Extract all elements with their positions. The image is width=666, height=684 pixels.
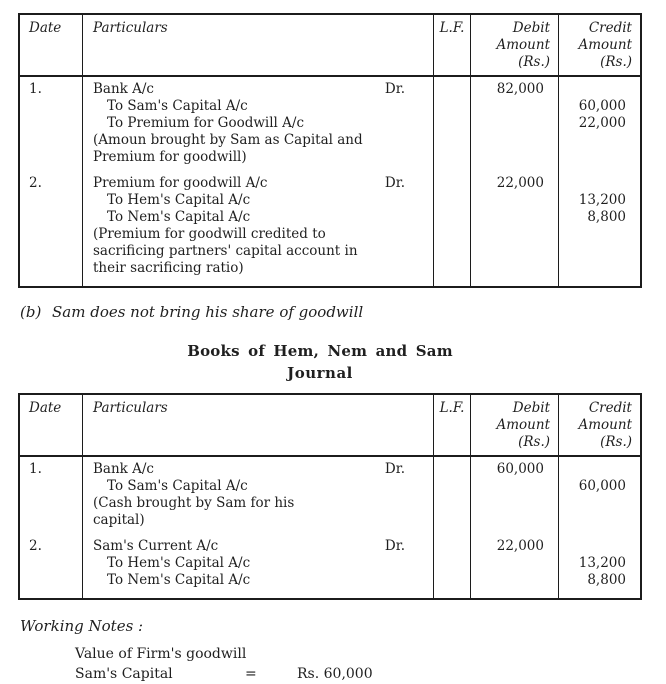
entry-debit-cell [471,457,559,534]
entry-particulars-cell [83,534,434,594]
header-text: Particulars [93,20,168,36]
entry-number: 1. [29,81,42,97]
debit-amount-value [471,209,558,226]
debit-amount-value [471,132,558,149]
credit-amount-value: 22,000 [578,115,626,131]
debit-amount-value [471,243,558,260]
entry-credit-cell [559,171,640,282]
journal-table-b [18,393,642,600]
credit-amount-value [559,226,640,243]
column-header-lf [434,395,471,457]
credit-amount-value [559,81,640,98]
header-text: Debit [512,20,550,36]
debit-amount-value [471,192,558,209]
spacer-lf [434,282,471,286]
entry-account-line [93,175,433,192]
entry-credit-account-line: Premium for goodwill) [93,149,247,165]
header-text: Credit [588,400,632,416]
header-text: Date [29,400,62,416]
spacer-date [20,594,83,598]
books-title: Books of Hem, Nem and Sam [187,342,453,360]
credit-amount-value [559,538,640,555]
dr-abbreviation: Dr. [384,175,405,191]
column-header-debit-amount [471,395,559,457]
debit-amount-value: 82,000 [496,81,544,97]
column-header-particulars [83,395,434,457]
dr-abbreviation: Dr. [384,81,405,97]
column-header-date [20,15,83,77]
journal-title: Journal [287,364,353,382]
spacer-date [20,282,83,286]
spacer-particulars [83,594,434,598]
header-text: (Rs.) [518,434,550,450]
credit-amount-value [559,495,640,512]
entry-debit-cell [471,77,559,171]
credit-amount-value [559,175,640,192]
entry-particulars-cell [83,457,434,534]
debit-amount-value [471,98,558,115]
entry-lf-cell [434,171,471,282]
entry-date-cell [20,77,83,171]
header-text: L.F. [439,400,465,416]
account-name: Premium for goodwill A/c [93,175,268,191]
credit-amount-value [559,260,640,277]
debit-amount-value [471,149,558,166]
working-notes-line2 [75,664,666,684]
column-header-date [20,395,83,457]
column-header-debit-amount [471,15,559,77]
debit-amount-value: 22,000 [496,175,544,191]
header-text: Amount [578,417,632,433]
entry-narration-line: (Cash brought by Sam for his [93,495,295,511]
account-name: Bank A/c [93,461,154,477]
working-notes-body [75,644,666,684]
entry-account-line [93,81,433,98]
section-b-label: (b) [20,303,42,321]
working-notes-heading: Working Notes : [20,617,144,635]
header-text: Particulars [93,400,168,416]
spacer-lf [434,594,471,598]
header-text: Amount [578,37,632,53]
credit-amount-value: 60,000 [578,98,626,114]
entry-account-line [93,461,433,478]
entry-number: 2. [29,175,42,191]
journal-table-a [18,13,642,288]
entry-credit-account-line: To Premium for Goodwill A/c [107,115,305,131]
entry-credit-cell [559,534,640,594]
entry-credit-account-line: To Sam's Capital A/c [107,98,248,114]
entry-lf-cell [434,457,471,534]
spacer-credit [559,594,640,598]
entry-particulars-cell [83,171,434,282]
column-header-lf [434,15,471,77]
account-name: Bank A/c [93,81,154,97]
debit-amount-value: 22,000 [496,538,544,554]
spacer-credit [559,282,640,286]
section-b-text: Sam does not bring his share of goodwill [52,303,364,321]
header-text: Debit [512,400,550,416]
debit-amount-value: 60,000 [496,461,544,477]
column-header-particulars [83,15,434,77]
entry-date-cell [20,457,83,534]
entry-date-cell [20,534,83,594]
header-text: Date [29,20,62,36]
dr-abbreviation: Dr. [384,538,405,554]
equals-sign: = [245,666,257,682]
entry-credit-cell [559,77,640,171]
credit-amount-value [559,149,640,166]
header-text: Credit [588,20,632,36]
column-header-credit-amount [559,15,640,77]
entry-credit-account-line: To Nem's Capital A/c [107,209,251,225]
entry-debit-cell [471,534,559,594]
header-text: Amount [496,417,550,433]
debit-amount-value [471,115,558,132]
entry-debit-cell [471,171,559,282]
entry-number: 2. [29,538,42,554]
header-text: (Rs.) [600,54,632,70]
entry-lf-cell [434,77,471,171]
debit-amount-value [471,512,558,529]
dr-abbreviation: Dr. [384,461,405,477]
debit-amount-value [471,495,558,512]
header-text: (Rs.) [600,434,632,450]
entry-credit-account-line: sacrificing partners' capital account in [93,243,358,259]
entry-lf-cell [434,534,471,594]
credit-amount-value: 8,800 [587,572,626,588]
spacer-debit [471,282,559,286]
debit-amount-value [471,572,558,589]
credit-amount-value: 13,200 [578,555,626,571]
entry-credit-account-line: their sacrificing ratio) [93,260,244,276]
credit-amount-value [559,512,640,529]
spacer-debit [471,594,559,598]
entry-credit-account-line: To Hem's Capital A/c [107,192,251,208]
spacer-particulars [83,282,434,286]
header-text: Amount [496,37,550,53]
entry-credit-account-line: capital) [93,512,145,528]
credit-amount-value [559,132,640,149]
entry-credit-account-line: To Nem's Capital A/c [107,572,251,588]
debit-amount-value [471,226,558,243]
header-text: L.F. [439,20,465,36]
entry-account-line [93,538,433,555]
entry-number: 1. [29,461,42,477]
credit-amount-value: 8,800 [587,209,626,225]
entry-credit-cell [559,457,640,534]
debit-amount-value [471,478,558,495]
working-notes-value: Rs. 60,000 [297,666,373,682]
entry-credit-account-line: To Hem's Capital A/c [107,555,251,571]
working-notes-label: Sam's Capital [75,666,173,682]
credit-amount-value [559,461,640,478]
credit-amount-value: 60,000 [578,478,626,494]
working-notes-line1: Value of Firm's goodwill [75,646,247,662]
column-header-credit-amount [559,395,640,457]
entry-particulars-cell [83,77,434,171]
credit-amount-value [559,243,640,260]
title-block [0,342,640,382]
debit-amount-value [471,555,558,572]
account-name: Sam's Current A/c [93,538,219,554]
entry-credit-account-line: To Sam's Capital A/c [107,478,248,494]
credit-amount-value: 13,200 [578,192,626,208]
entry-narration-line: (Premium for goodwill credited to [93,226,326,242]
debit-amount-value [471,260,558,277]
header-text: (Rs.) [518,54,550,70]
entry-narration-line: (Amoun brought by Sam as Capital and [93,132,363,148]
section-b-heading [20,303,666,321]
entry-date-cell [20,171,83,282]
